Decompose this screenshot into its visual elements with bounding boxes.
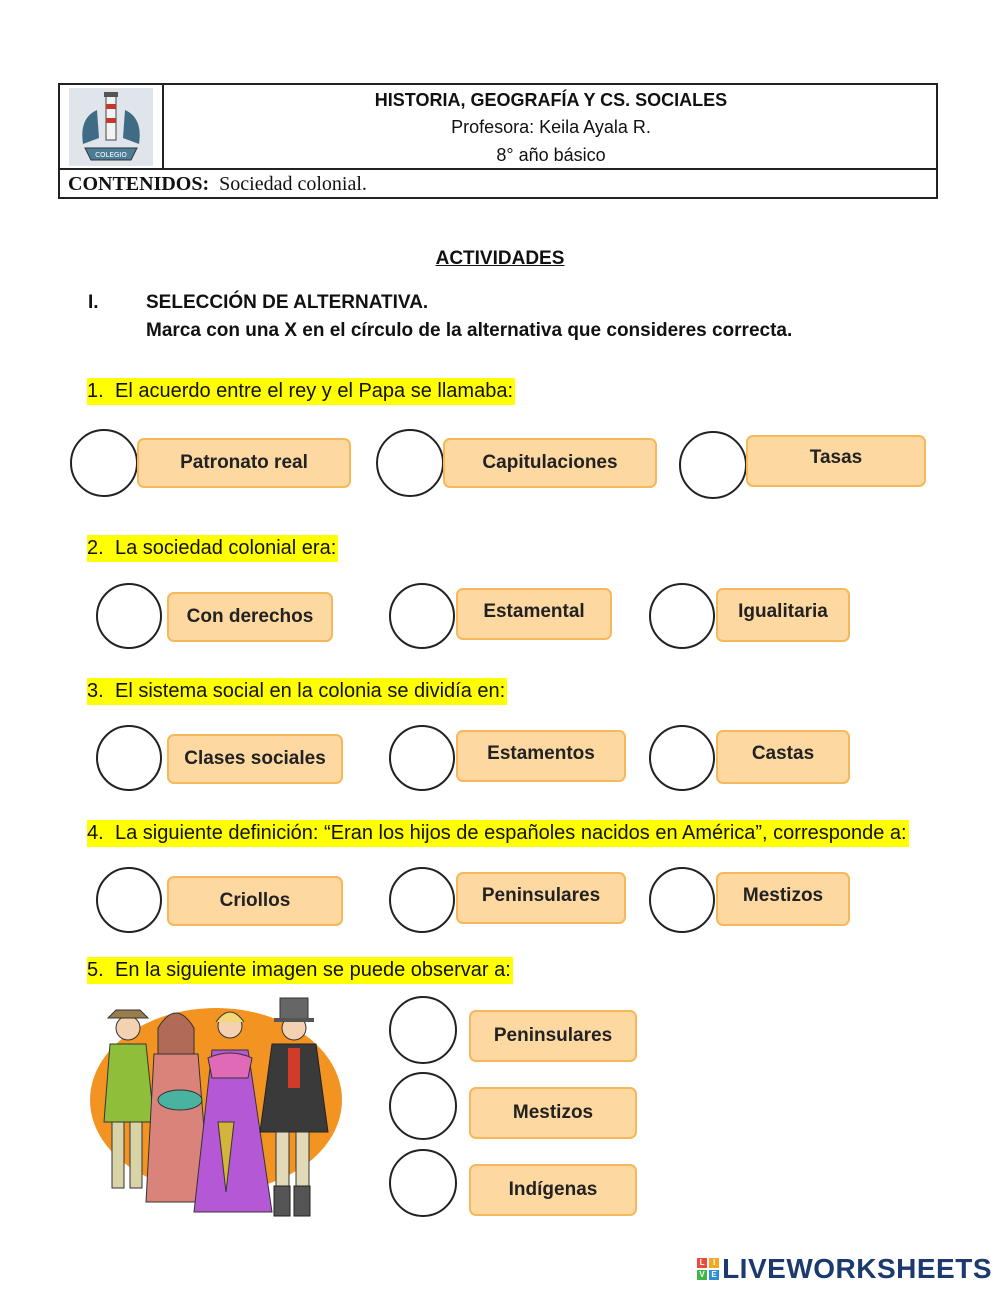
grade-level: 8° año básico bbox=[496, 145, 606, 165]
option-q1-a[interactable]: Patronato real bbox=[137, 438, 351, 488]
logo-square-v: V bbox=[697, 1270, 707, 1280]
contents-value: Sociedad colonial. bbox=[219, 173, 367, 195]
section-number: I. bbox=[88, 292, 99, 313]
answer-circle-q4-a[interactable] bbox=[96, 867, 162, 933]
svg-text:COLEGIO: COLEGIO bbox=[95, 150, 127, 159]
logo-square-e: E bbox=[709, 1270, 719, 1280]
answer-circle-q4-b[interactable] bbox=[389, 867, 455, 933]
activities-title: ACTIVIDADES bbox=[435, 248, 565, 269]
question-3: 3. El sistema social en la colonia se dividía en: bbox=[87, 678, 507, 705]
answer-circle-q2-a[interactable] bbox=[96, 583, 162, 649]
answer-circle-q2-b[interactable] bbox=[389, 583, 455, 649]
liveworksheets-brand bbox=[697, 1253, 992, 1285]
option-q2-c[interactable]: Igualitaria bbox=[716, 588, 850, 642]
liveworksheets-logo-icon bbox=[697, 1258, 719, 1280]
answer-circle-q1-a[interactable] bbox=[70, 429, 138, 497]
option-q1-c[interactable]: Tasas bbox=[746, 435, 926, 487]
teacher-name: Profesora: Keila Ayala R. bbox=[451, 117, 651, 137]
option-q1-b[interactable]: Capitulaciones bbox=[443, 438, 657, 488]
logo-square-l: L bbox=[697, 1258, 707, 1268]
question-2: 2. La sociedad colonial era: bbox=[87, 535, 338, 562]
answer-circle-q4-c[interactable] bbox=[649, 867, 715, 933]
option-q5-c[interactable]: Indígenas bbox=[469, 1164, 637, 1216]
option-q3-a[interactable]: Clases sociales bbox=[167, 734, 343, 784]
option-q5-b[interactable]: Mestizos bbox=[469, 1087, 637, 1139]
answer-circle-q1-b[interactable] bbox=[376, 429, 444, 497]
answer-circle-q5-b[interactable] bbox=[389, 1072, 457, 1140]
contents-row bbox=[60, 168, 936, 199]
colonial-people-illustration bbox=[88, 992, 348, 1228]
answer-circle-q2-c[interactable] bbox=[649, 583, 715, 649]
question-1: 1. El acuerdo entre el rey y el Papa se llamaba: bbox=[87, 378, 515, 405]
option-q5-a[interactable]: Peninsulares bbox=[469, 1010, 637, 1062]
option-q3-b[interactable]: Estamentos bbox=[456, 730, 626, 782]
option-q3-c[interactable]: Castas bbox=[716, 730, 850, 784]
option-q4-b[interactable]: Peninsulares bbox=[456, 872, 626, 924]
section-instruction: Marca con una X en el círculo de la alternativa que consideres correcta. bbox=[146, 320, 793, 341]
brand-name: LIVEWORKSHEETS bbox=[722, 1253, 992, 1284]
answer-circle-q3-a[interactable] bbox=[96, 725, 162, 791]
subject-title: HISTORIA, GEOGRAFÍA Y CS. SOCIALES bbox=[374, 90, 728, 110]
option-q4-a[interactable]: Criollos bbox=[167, 876, 343, 926]
contents-label: CONTENIDOS: bbox=[68, 173, 210, 195]
logo-square-i: I bbox=[709, 1258, 719, 1268]
option-q2-a[interactable]: Con derechos bbox=[167, 592, 333, 642]
question-5: 5. En la siguiente imagen se puede observar a: bbox=[87, 957, 513, 984]
answer-circle-q5-c[interactable] bbox=[389, 1149, 457, 1217]
question-4: 4. La siguiente definición: “Eran los hijos de españoles nacidos en América”, corresponde a: bbox=[87, 820, 909, 847]
answer-circle-q3-c[interactable] bbox=[649, 725, 715, 791]
school-logo bbox=[60, 85, 164, 168]
header-title-block bbox=[166, 85, 936, 168]
answer-circle-q3-b[interactable] bbox=[389, 725, 455, 791]
answer-circle-q5-a[interactable] bbox=[389, 996, 457, 1064]
header-table bbox=[58, 83, 938, 199]
school-crest-icon bbox=[69, 88, 153, 166]
option-q2-b[interactable]: Estamental bbox=[456, 588, 612, 640]
section-title: SELECCIÓN DE ALTERNATIVA. bbox=[146, 292, 429, 313]
option-q4-c[interactable]: Mestizos bbox=[716, 872, 850, 926]
answer-circle-q1-c[interactable] bbox=[679, 431, 747, 499]
